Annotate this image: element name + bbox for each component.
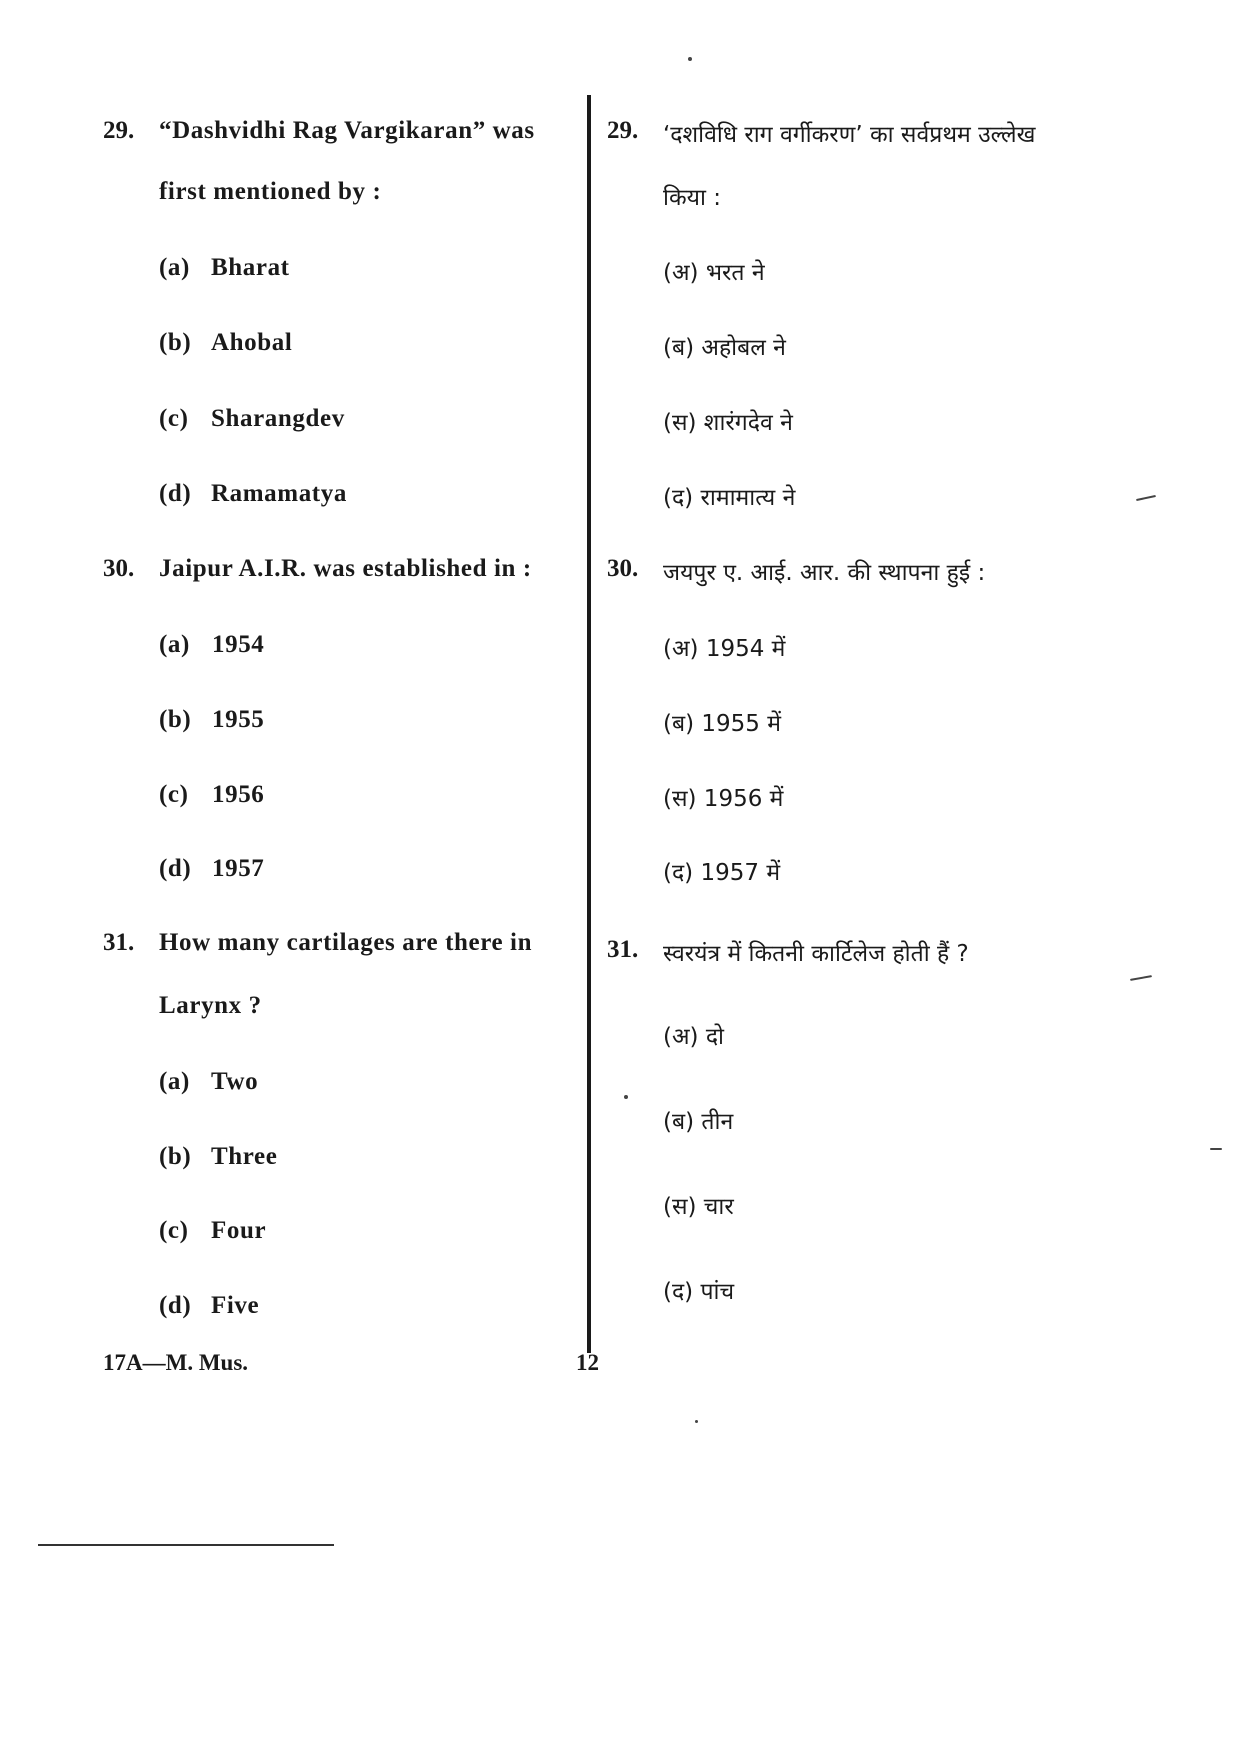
question-29-text-line1: “Dashvidhi Rag Vargikaran” was	[159, 117, 535, 144]
hindi-option: (अ) दो	[663, 1024, 724, 1050]
option-text: Ahobal	[211, 329, 293, 356]
option-label: (a)	[159, 1068, 190, 1095]
question-29-text-line2: first mentioned by :	[159, 178, 382, 205]
option-text: Bharat	[211, 254, 290, 281]
option-text: 1955	[212, 706, 265, 733]
option-label: (b)	[159, 1143, 192, 1170]
hindi-option: (द) 1957 में	[663, 860, 781, 886]
hindi-question-29-text-line1: ‘दशविधि राग वर्गीकरण’ का सर्वप्रथम उल्लेख	[663, 122, 1036, 148]
option-label: (a)	[159, 631, 190, 658]
option-text: Three	[211, 1143, 278, 1170]
scan-speck	[695, 1420, 698, 1423]
option-text: Four	[211, 1217, 267, 1244]
footer-paper-code: 17A—M. Mus.	[103, 1350, 249, 1375]
option-label: (d)	[159, 480, 192, 507]
option-label: (c)	[159, 1217, 189, 1244]
hindi-option: (ब) अहोबल ने	[663, 335, 786, 361]
option-text: 1957	[212, 855, 265, 882]
hindi-option: (ब) 1955 में	[663, 711, 781, 737]
hindi-option: (द) पांच	[663, 1279, 735, 1305]
hindi-question-29-text-line2: किया :	[663, 185, 721, 211]
option-label: (b)	[159, 706, 192, 733]
scan-speck	[1130, 975, 1152, 981]
hindi-question-30-text-line1: जयपुर ए. आई. आर. की स्थापना हुई :	[663, 560, 986, 586]
question-30-number: 30.	[103, 555, 135, 582]
hindi-question-29-number: 29.	[607, 117, 639, 144]
option-label: (d)	[159, 855, 192, 882]
option-text: Sharangdev	[211, 405, 345, 432]
question-31-number: 31.	[103, 929, 135, 956]
scan-speck	[688, 57, 692, 61]
option-label: (c)	[159, 781, 189, 808]
option-text: Two	[211, 1068, 259, 1095]
hindi-option: (द) रामामात्य ने	[663, 485, 796, 511]
option-label: (c)	[159, 405, 189, 432]
option-text: Ramamatya	[211, 480, 347, 507]
question-31-text-line2: Larynx ?	[159, 992, 262, 1019]
question-31-text-line1: How many cartilages are there in	[159, 929, 533, 956]
scan-speck	[624, 1095, 628, 1099]
option-label: (a)	[159, 254, 190, 281]
hindi-option: (अ) 1954 में	[663, 636, 786, 662]
option-text: 1956	[212, 781, 265, 808]
hindi-question-31-number: 31.	[607, 936, 639, 963]
page-number: 12	[576, 1350, 599, 1375]
option-label: (d)	[159, 1292, 192, 1319]
scan-speck	[1210, 1148, 1222, 1150]
question-30-text-line1: Jaipur A.I.R. was established in :	[159, 555, 532, 582]
hindi-option: (ब) तीन	[663, 1109, 734, 1135]
hindi-option: (स) चार	[663, 1194, 734, 1220]
option-text: Five	[211, 1292, 260, 1319]
option-label: (b)	[159, 329, 192, 356]
hindi-question-31-text-line1: स्वरयंत्र में कितनी कार्टिलेज होती हैं ?	[663, 941, 969, 967]
column-divider	[587, 95, 591, 1353]
option-text: 1954	[212, 631, 265, 658]
hindi-option: (अ) भरत ने	[663, 260, 765, 286]
hindi-option: (स) शारंगदेव ने	[663, 410, 793, 436]
scan-speck	[1136, 495, 1156, 501]
hindi-option: (स) 1956 में	[663, 786, 784, 812]
question-29-number: 29.	[103, 117, 135, 144]
bottom-rule	[38, 1544, 334, 1546]
hindi-question-30-number: 30.	[607, 555, 639, 582]
